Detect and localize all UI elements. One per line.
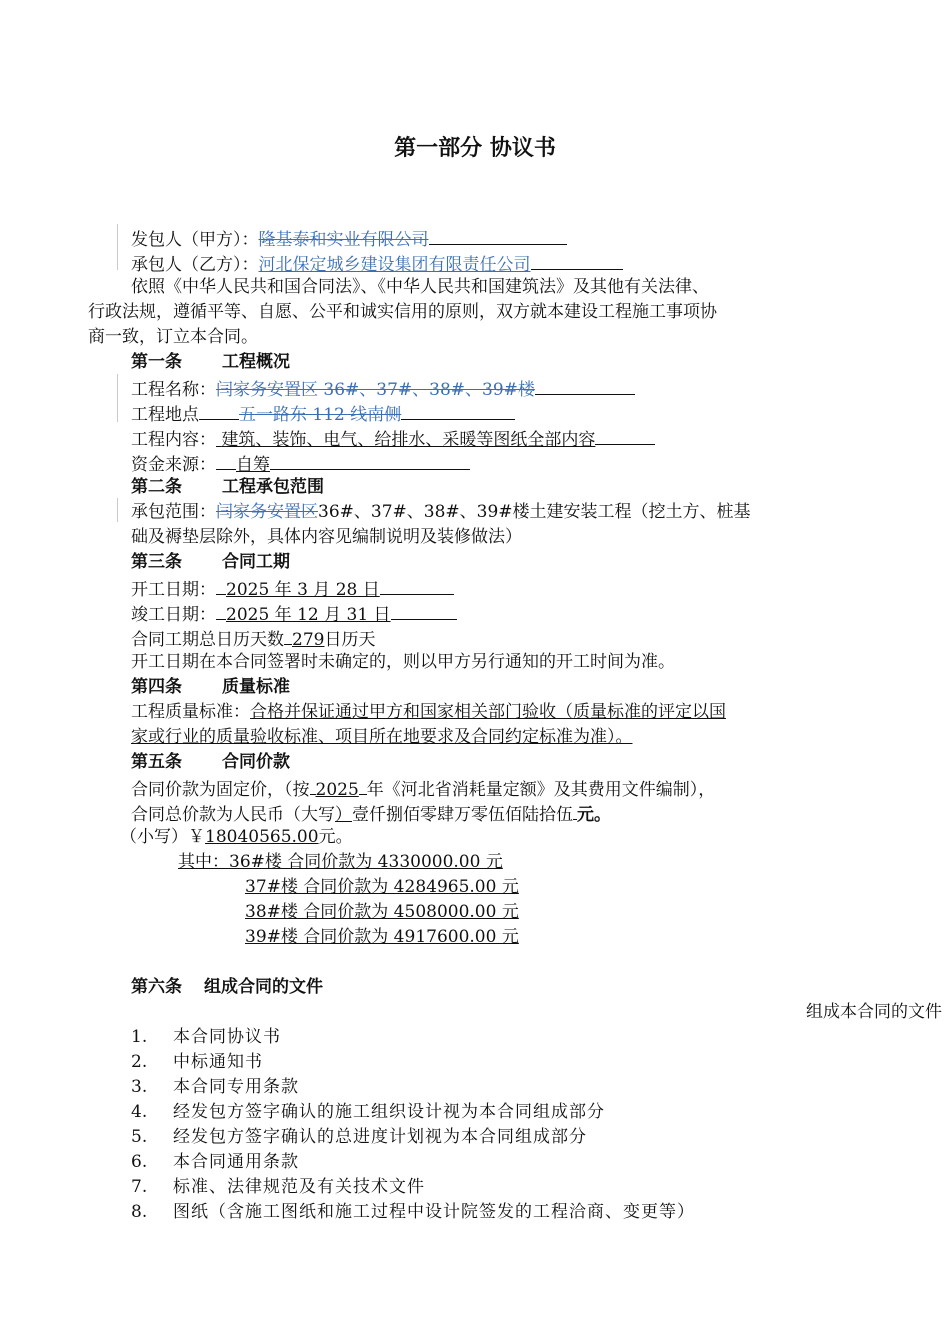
art2-heading <box>131 476 324 498</box>
document-list-item <box>131 1051 263 1073</box>
scope-text: 36#、37#、38#、39#楼土建安装工程（挖土方、桩基 <box>318 502 751 522</box>
price-basis-pre: 合同价款为固定价，（按 <box>131 780 310 800</box>
total-price-upper-yuan: 元。 <box>577 805 611 825</box>
duration-value: 279 <box>292 630 325 650</box>
project-name-fill <box>535 376 635 395</box>
art1-heading <box>131 351 290 373</box>
price-breakdown-36: 其中：36#楼 合同价款为 4330000.00 元 <box>178 852 503 872</box>
project-content-line <box>131 426 655 451</box>
art5-heading <box>131 751 290 773</box>
project-site-label: 工程地点 <box>131 405 199 425</box>
art1-num: 第一条 <box>131 352 182 372</box>
document-list-item <box>131 1176 425 1198</box>
art6-right-note: 组成本合同的文件 <box>806 1002 942 1022</box>
art4-heading <box>131 676 290 698</box>
total-price-lower-unit: 元。 <box>318 827 353 847</box>
art5-num: 第五条 <box>131 752 182 772</box>
list-item-number: 2. <box>131 1052 148 1072</box>
art2-num: 第二条 <box>131 477 182 497</box>
contractor-line <box>131 251 623 276</box>
duration-unit: 日历天 <box>324 630 376 650</box>
owner-fill <box>429 226 567 245</box>
list-item-number: 4. <box>131 1102 148 1122</box>
project-site-value: 五一路东 112 线南侧 <box>239 405 402 425</box>
list-item-text: 图纸（含施工图纸和施工过程中设计院签发的工程洽商、变更等） <box>173 1202 695 1222</box>
price-breakdown-37: 37#楼 合同价款为 4284965.00 元 <box>245 877 519 897</box>
art3-title: 合同工期 <box>222 552 290 572</box>
end-date-fill <box>391 601 457 620</box>
contractor-fill <box>531 251 623 270</box>
total-price-lower-label: （小写）￥ <box>120 827 205 847</box>
start-note: 开工日期在本合同签署时未确定的，则以甲方另行通知的开工时间为准。 <box>131 652 675 672</box>
duration-line <box>131 626 375 651</box>
total-price-upper-value: 壹仟捌佰零肆万零伍佰陆拾伍 <box>352 805 573 825</box>
art6-num: 第六条 <box>131 977 182 997</box>
document-list-item <box>131 1026 281 1048</box>
owner-line <box>131 226 567 251</box>
art5-title: 合同价款 <box>222 752 290 772</box>
art3-heading <box>131 551 290 573</box>
duration-label: 合同工期总日历天数 <box>131 630 284 650</box>
scope-label: 承包范围： <box>131 502 216 522</box>
art3-num: 第三条 <box>131 552 182 572</box>
quality-value-2: 家或行业的质量验收标准、项目所在地要求及合同约定标准为准）。 <box>131 727 633 747</box>
scope-line-2: 础及褥垫层除外，具体内容见编制说明及装修做法） <box>131 527 522 547</box>
start-date-label: 开工日期： <box>131 580 216 600</box>
change-bar <box>117 498 118 522</box>
start-date-value: 2025 年 3 月 28 日 <box>226 580 380 600</box>
page-title: 第一部分 协议书 <box>394 136 556 161</box>
list-item-number: 8. <box>131 1202 148 1222</box>
contractor-label: 承包人（乙方）： <box>131 255 259 275</box>
total-price-lower-line <box>120 826 353 848</box>
project-content-value: 建筑、装饰、电气、给排水、采暖等图纸全部内容 <box>221 430 596 450</box>
fund-source-line <box>131 451 470 476</box>
fund-source-label: 资金来源： <box>131 455 216 475</box>
art6-heading <box>131 976 323 998</box>
change-bar <box>117 224 118 270</box>
fund-source-fill <box>270 451 470 470</box>
art4-title: 质量标准 <box>222 677 290 697</box>
list-item-text: 本合同协议书 <box>173 1027 281 1047</box>
scope-line <box>131 501 751 523</box>
end-date-line <box>131 601 457 626</box>
document-list-item <box>131 1201 695 1223</box>
document-list-item <box>131 1101 605 1123</box>
owner-label: 发包人（甲方）： <box>131 230 259 250</box>
price-basis-year: 2025 <box>315 780 359 800</box>
document-list-item <box>131 1126 587 1148</box>
quality-line <box>131 701 726 723</box>
art2-title: 工程承包范围 <box>222 477 324 497</box>
fund-source-value: 自筹 <box>236 455 270 475</box>
list-item-text: 经发包方签字确认的总进度计划视为本合同组成部分 <box>173 1127 587 1147</box>
start-date-fill <box>380 576 454 595</box>
project-site-line <box>131 401 515 426</box>
contractor-value: 河北保定城乡建设集团有限责任公司 <box>258 255 531 275</box>
price-breakdown-38: 38#楼 合同价款为 4508000.00 元 <box>245 902 519 922</box>
list-item-text: 本合同通用条款 <box>173 1152 299 1172</box>
price-breakdown-39: 39#楼 合同价款为 4917600.00 元 <box>245 927 519 947</box>
start-date-line <box>131 576 454 601</box>
total-price-upper-paren: ） <box>335 805 352 825</box>
art6-title: 组成合同的文件 <box>204 977 323 997</box>
list-item-number: 7. <box>131 1177 148 1197</box>
intro-line-3: 商一致，订立本合同。 <box>88 327 258 347</box>
price-basis-line <box>131 776 715 801</box>
list-item-text: 标准、法律规范及有关技术文件 <box>173 1177 425 1197</box>
art1-title: 工程概况 <box>222 352 290 372</box>
end-date-value: 2025 年 12 月 31 日 <box>226 605 391 625</box>
scope-struck: 闫家务安置区 <box>216 502 318 522</box>
document-list-item <box>131 1076 299 1098</box>
list-item-number: 1. <box>131 1027 148 1047</box>
project-site-fill <box>401 401 515 420</box>
change-bar <box>117 374 118 422</box>
intro-line-1: 依照《中华人民共和国合同法》、《中华人民共和国建筑法》及其他有关法律、 <box>131 277 709 297</box>
total-price-upper-label: 合同总价款为人民币（大写 <box>131 805 335 825</box>
project-name-label: 工程名称： <box>131 380 216 400</box>
intro-line-2: 行政法规，遵循平等、自愿、公平和诚实信用的原则，双方就本建设工程施工事项协 <box>88 302 717 322</box>
project-content-label: 工程内容： <box>131 430 216 450</box>
document-list-item <box>131 1151 299 1173</box>
list-item-number: 6. <box>131 1152 148 1172</box>
list-item-text: 本合同专用条款 <box>173 1077 299 1097</box>
project-name-line <box>131 376 635 401</box>
quality-value-1: 合格并保证通过甲方和国家相关部门验收（质量标准的评定以国 <box>250 702 726 722</box>
price-basis-post: 年《河北省消耗量定额》及其费用文件编制）， <box>366 780 716 800</box>
end-date-label: 竣工日期： <box>131 605 216 625</box>
total-price-upper-line <box>131 801 611 826</box>
list-item-text: 经发包方签字确认的施工组织设计视为本合同组成部分 <box>173 1102 605 1122</box>
project-name-value: 闫家务安置区 36#、37#、38#、39#楼 <box>216 380 535 400</box>
owner-value: 隆基泰和实业有限公司 <box>258 230 429 250</box>
list-item-number: 5. <box>131 1127 148 1147</box>
quality-label: 工程质量标准： <box>131 702 250 722</box>
art4-num: 第四条 <box>131 677 182 697</box>
project-content-fill <box>595 426 655 445</box>
list-item-number: 3. <box>131 1077 148 1097</box>
list-item-text: 中标通知书 <box>173 1052 263 1072</box>
total-price-lower-value: 18040565.00 <box>205 827 319 847</box>
